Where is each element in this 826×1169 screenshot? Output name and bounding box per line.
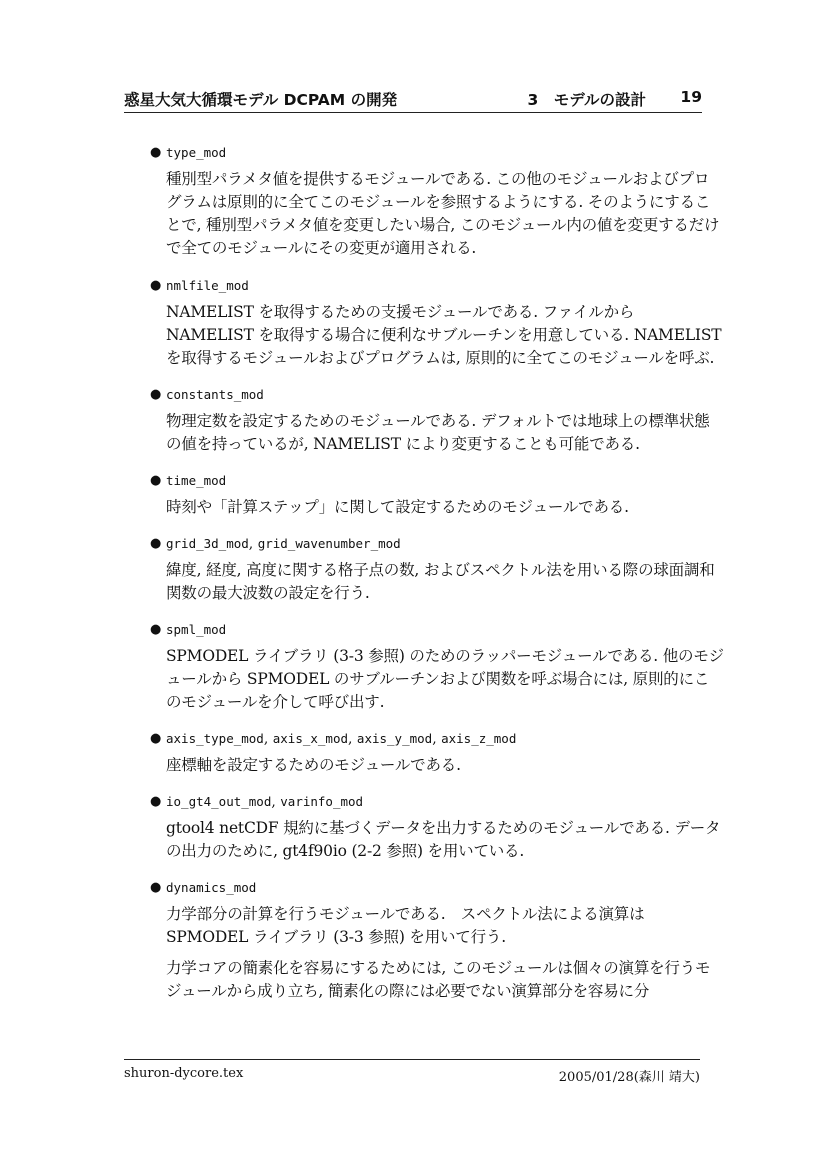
module-name: varinfo_mod <box>280 794 364 809</box>
description-paragraph: gtool4 netCDF 規約に基づくデータを出力するためのモジュールである. データの出力のために, gt4f90io (2-2 参照) を用いている. <box>166 819 721 860</box>
module-name: grid_3d_mod <box>166 536 249 551</box>
list-item <box>150 141 724 260</box>
module-name-list <box>166 469 226 493</box>
description-paragraph: 時刻や「計算ステップ」に関して設定するためのモジュールである. <box>166 498 629 516</box>
module-list <box>150 141 724 1003</box>
list-item <box>150 274 724 370</box>
module-name: type_mod <box>166 145 227 160</box>
bullet-icon: ● <box>150 145 162 160</box>
item-description <box>166 645 724 714</box>
list-item <box>150 469 724 519</box>
module-name: axis_type_mod <box>166 731 264 746</box>
item-description <box>166 496 724 519</box>
module-name: spml_mod <box>166 622 227 637</box>
bullet-icon: ● <box>150 536 162 551</box>
description-paragraph: 緯度, 経度, 高度に関する格子点の数, およびスペクトル法を用いる際の球面調和関数の最大波数の設定を行う. <box>166 561 715 602</box>
module-name-list <box>166 618 226 642</box>
section-title: 3 モデルの設計 <box>527 91 646 109</box>
page-footer <box>124 1059 700 1090</box>
module-name: axis_x_mod <box>272 731 349 746</box>
module-name: axis_z_mod <box>441 731 517 746</box>
item-heading <box>150 532 724 556</box>
description-paragraph: SPMODEL ライブラリ (3-3 参照) のためのラッパーモジュールである. 他のモジュールから SPMODEL のサブルーチンおよび関数を呼ぶ場合には, 原則的にこのモジュールを介して呼び出す. <box>166 647 724 711</box>
item-heading <box>150 383 724 407</box>
module-name-list <box>166 141 226 165</box>
module-name: io_gt4_out_mod <box>166 794 272 809</box>
module-name-list <box>166 383 264 407</box>
module-name: time_mod <box>166 473 227 488</box>
description-paragraph: NAMELIST を取得するための支援モジュールである. ファイルから NAMELIST を取得する場合に便利なサブルーチンを用意している. NAMELIST を取得するモジュールおよびプログラムは, 原則的に全てこのモジュールを呼ぶ. <box>166 303 722 367</box>
bullet-icon: ● <box>150 880 162 895</box>
module-name-list: grid_3d_mod, grid_wavenumber_mod <box>166 536 401 552</box>
description-paragraph: 種別型パラメタ値を提供するモジュールである. この他のモジュールおよびプログラムは原則的に全てこのモジュールを参照するようにする. そのようにすることで, 種別型パラメタ値を変更したい場合, このモジュール内の値を変更するだけで全てのモジュールにその変更が適用される. <box>166 170 720 257</box>
list-item <box>150 383 724 456</box>
date-author: 2005/01/28(森川 靖大) <box>558 1070 700 1085</box>
module-name: axis_y_mod <box>356 731 433 746</box>
item-description <box>166 410 724 456</box>
description-paragraph: 物理定数を設定するためのモジュールである. デフォルトでは地球上の標準状態の値を持っているが, NAMELIST により変更することも可能である. <box>166 412 710 453</box>
description-paragraph: 座標軸を設定するためのモジュールである. <box>166 756 461 774</box>
item-heading <box>150 141 724 165</box>
page-header <box>124 86 702 113</box>
bullet-icon: ● <box>150 387 162 402</box>
page-number: 19 <box>680 88 702 106</box>
bullet-icon: ● <box>150 473 162 488</box>
item-description <box>166 559 724 605</box>
item-description <box>166 168 724 260</box>
item-heading <box>150 790 724 814</box>
item-description <box>166 903 724 1003</box>
bullet-icon: ● <box>150 731 162 746</box>
item-heading <box>150 727 724 751</box>
description-paragraph: 力学部分の計算を行うモジュールである. スペクトル法による演算は SPMODEL ライブラリ (3-3 参照) を用いて行う. <box>166 905 645 946</box>
document-title: 惑星大気大循環モデル DCPAM の開発 <box>124 91 398 109</box>
list-item <box>150 876 724 1003</box>
bullet-icon: ● <box>150 622 162 637</box>
module-name-list: axis_type_mod, axis_x_mod, axis_y_mod, axis_z_mod <box>166 731 517 747</box>
item-description <box>166 817 724 863</box>
item-heading <box>150 274 724 298</box>
module-name: nmlfile_mod <box>166 278 249 293</box>
list-item <box>150 790 724 863</box>
bullet-icon: ● <box>150 794 162 809</box>
bullet-icon: ● <box>150 278 162 293</box>
description-paragraph: 力学コアの簡素化を容易にするためには, このモジュールは個々の演算を行うモジュールから成り立ち, 簡素化の際には必要でない演算部分を容易に分 <box>166 959 711 1000</box>
item-description <box>166 301 724 370</box>
item-heading <box>150 618 724 642</box>
module-name-list <box>166 274 249 298</box>
module-name: constants_mod <box>166 387 264 402</box>
item-heading <box>150 469 724 493</box>
item-heading <box>150 876 724 900</box>
list-item <box>150 618 724 714</box>
module-name-list <box>166 876 256 900</box>
source-filename: shuron-dycore.tex <box>124 1066 244 1081</box>
list-item <box>150 532 724 605</box>
item-description <box>166 754 724 777</box>
module-name: grid_wavenumber_mod <box>257 536 401 551</box>
module-name: dynamics_mod <box>166 880 257 895</box>
list-item <box>150 727 724 777</box>
module-name-list: io_gt4_out_mod, varinfo_mod <box>166 794 364 810</box>
